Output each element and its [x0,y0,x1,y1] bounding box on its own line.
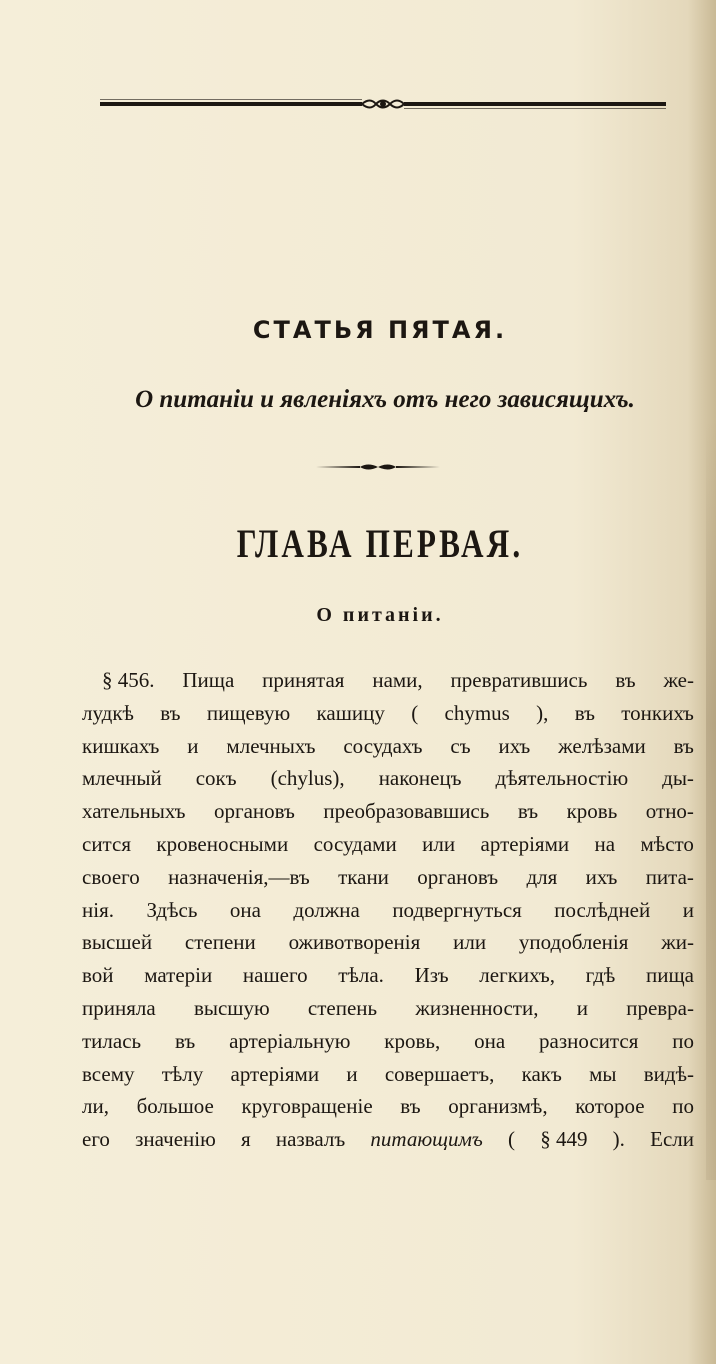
text-line [82,1090,694,1123]
word: оживотворенія [288,930,421,955]
word: должна [293,897,360,922]
word: тонкихъ [621,700,694,725]
word: лудкѣ [82,700,134,725]
word: на [594,831,616,856]
word: отно- [645,799,694,824]
word: кишкахъ [82,733,160,758]
word: § 449 [540,1127,588,1152]
word: назначенія,—въ [168,864,310,889]
word: въ [574,700,595,725]
word: разносится [539,1028,639,1053]
word: степень [307,995,378,1020]
word: ли, [82,1094,109,1119]
word: матеріи [144,963,213,988]
word: пищевую [206,700,291,725]
word: артеріями [230,1061,320,1086]
word: въ [174,1028,196,1053]
word: съ [450,733,471,758]
word: высшей [82,930,153,955]
word: и [576,995,588,1020]
word: Изъ [414,963,449,988]
word: chymus [444,700,510,725]
word: въ [517,799,539,824]
word: тѣла. [338,963,384,988]
word: хательныхъ [82,799,186,824]
word: въ [673,733,694,758]
word: принятая [262,668,345,692]
word: уподобленія [518,930,629,955]
word: приняла [82,995,156,1020]
word: Если [650,1127,694,1152]
word: млечныхъ [226,733,316,758]
word: организмѣ, [448,1094,548,1119]
word: сосудахъ [343,733,423,758]
word: ихъ [498,733,531,758]
word: ды- [662,766,694,791]
word: она [229,897,261,922]
word: наконецъ [378,766,462,791]
text-line [82,1058,694,1091]
word: послѣдней [554,897,651,922]
word: жи- [661,930,694,955]
article-subtitle: О питаніи и явленіяхъ отъ него зависящихъ. [135,386,635,413]
word: мѣсто [640,831,694,856]
word: кровь [566,799,618,824]
word: она [474,1028,506,1053]
word: и [346,1061,358,1086]
word: желѣзами [558,733,646,758]
text-line [82,992,694,1025]
word: органовъ [213,799,295,824]
word: въ [615,668,636,692]
word: § 456. [102,668,155,692]
text-line [82,861,694,894]
word: артеріальную [229,1028,351,1053]
word: совершаетъ, [384,1061,495,1086]
word: Здѣсь [146,897,198,922]
word: всему [82,1061,135,1086]
text-line [82,762,694,795]
word: пища [646,963,694,988]
text-line [82,730,694,763]
word: нами, [372,668,423,692]
word: жизненности, [415,995,539,1020]
text-line [82,926,694,959]
word: тилась [82,1028,142,1053]
word: питающимъ [370,1127,483,1152]
word: мы [589,1061,617,1086]
word: ). [612,1127,625,1152]
word: кровеносными [156,831,289,856]
word: вой [82,963,114,988]
word: которое [575,1094,645,1119]
word: Пища [182,668,235,692]
text-line [82,664,694,697]
word: я [241,1127,251,1152]
word: преобразовавшись [323,799,490,824]
word: ( [411,700,419,725]
word: легкихъ, [479,963,555,988]
word: нашего [242,963,308,988]
section-heading: О питаніи. [316,604,444,626]
word: и [187,733,199,758]
word: какъ [521,1061,562,1086]
word: кровь, [384,1028,441,1053]
chapter-heading: ГЛАВА ПЕРВАЯ. [236,521,524,566]
text-line [82,795,694,828]
word: дѣятельностію [495,766,629,791]
word: большое [136,1094,214,1119]
word: въ [160,700,181,725]
word: пита- [645,864,694,889]
word: по [672,1028,694,1053]
word: артеріями [480,831,570,856]
word: видѣ- [643,1061,694,1086]
word: (chylus), [270,766,345,791]
word: сокъ [195,766,237,791]
word: степени [184,930,256,955]
word: въ [400,1094,421,1119]
word: его [82,1127,110,1152]
word: сосудами [313,831,397,856]
word: органовъ [417,864,499,889]
top-ornament-rule [100,96,666,112]
word: нія. [82,897,114,922]
text-line [82,828,694,861]
word: круговращеніе [241,1094,373,1119]
word: превра- [626,995,694,1020]
text-line [82,894,694,927]
word: превратившись [450,668,588,692]
word: высшую [193,995,270,1020]
text-line [82,959,694,992]
text-line [82,697,694,730]
word: назвалъ [275,1127,346,1152]
word: ихъ [585,864,618,889]
word: по [672,1094,694,1119]
word: ткани [338,864,389,889]
word: значенію [135,1127,216,1152]
word: ), [536,700,549,725]
word: для [526,864,558,889]
text-line [82,1025,694,1058]
word: сится [82,831,131,856]
word: гдѣ [585,963,616,988]
word: же- [663,668,694,692]
word: кашицу [316,700,385,725]
word: ( [508,1127,516,1152]
word: или [453,930,487,955]
text-line [82,1123,694,1156]
word: и [682,897,694,922]
chapter-divider-ornament [316,462,440,472]
paragraph-456 [82,664,694,1156]
word: своего [82,864,140,889]
article-heading: СТАТЬЯ ПЯТАЯ. [252,316,508,344]
page-edge-shadow [706,420,716,1180]
word: тѣлу [161,1061,204,1086]
word: или [422,831,456,856]
word: млечный [82,766,162,791]
word: подвергнуться [392,897,522,922]
